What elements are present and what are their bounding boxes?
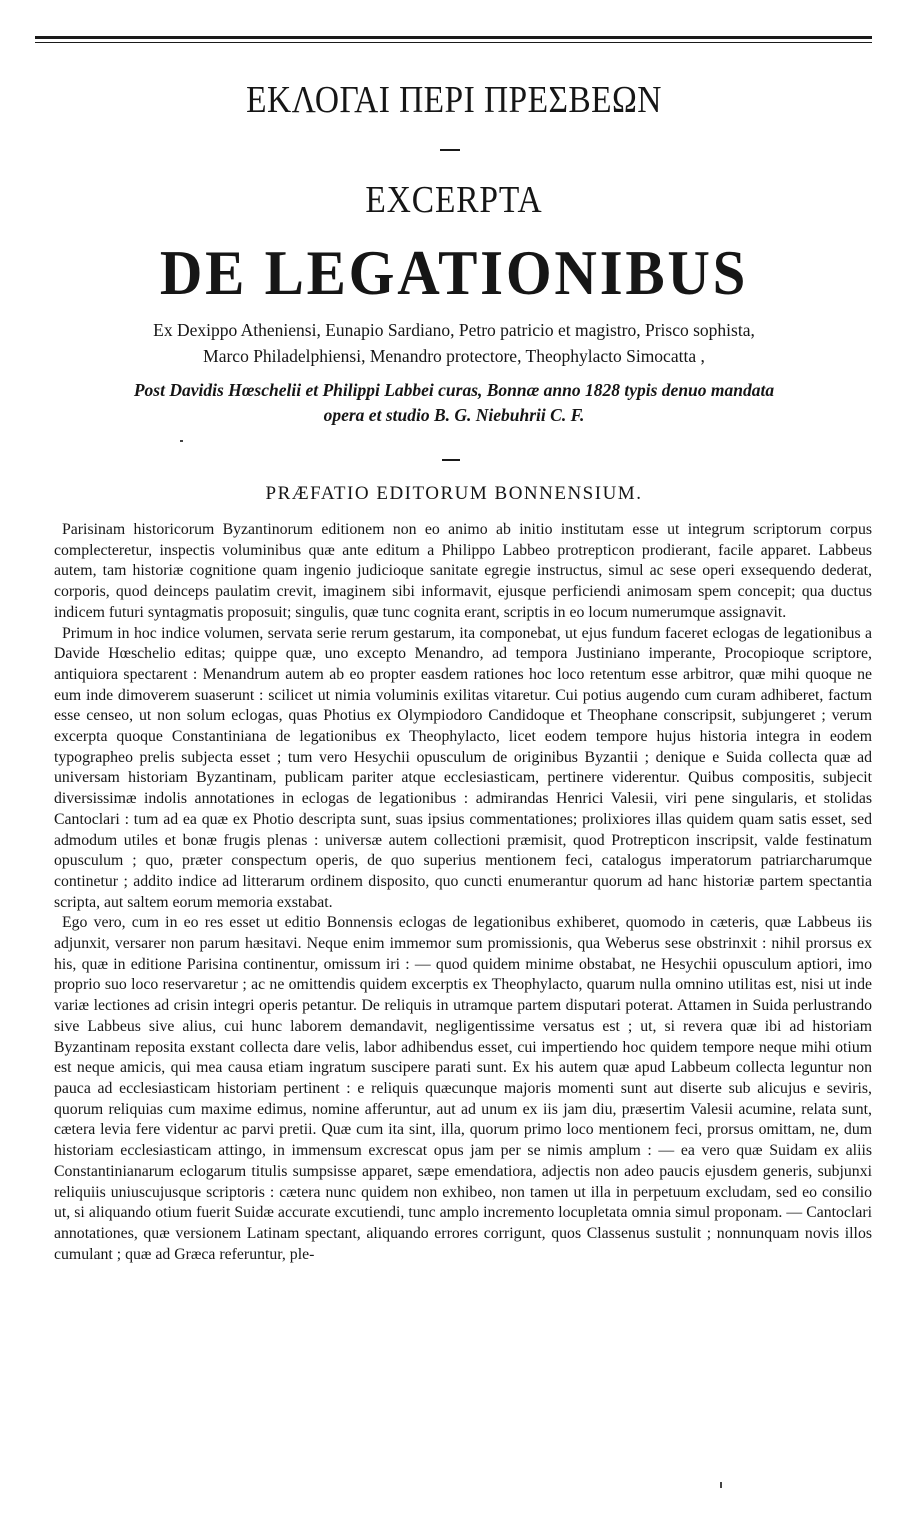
top-rule-thin [35, 42, 872, 43]
preface-paragraph: Parisinam historicorum Byzantinorum editionem non eo animo ab initio institutam esse ut integrum scriptorum corpus complecteretur, inspectis voluminibus quæ ante editum a Philippo Labbeo protrepticon prodierant, facile apparet. Labbeus autem, tam historiæ cognitione quam ingenio judicioque sanitate egregie instructus, simul ac sese operi exsequendo dederat, corporis, quod deinceps paulatim crevit, imaginem sibi informavit, ejusque perficiendi animosam spem concepit; qua ductus indicem futuri syntagmatis proposuit; singulis, quæ tunc cognita erant, scriptis in eo locum numerumque assignavit. [54, 521, 872, 621]
heading-separator [442, 459, 460, 461]
title-separator [440, 149, 460, 151]
preface-paragraph: Ego vero, cum in eo res esset ut editio Bonnensis eclogas de legationibus exhiberet, quomodo in cæteris, quæ Labbeus iis adjunxit, versarer non parum hæsitavi. Neque enim immemor sum promissionis, qua Weberus sese obstrinxit : nihil prorsus ex his, quæ in editione Parisina continentur, omissum iri : — quod quidem minime obstabat, ne Hesychii opusculum aptiori, imo proprio suo loco reservaretur ; ac ne omittendis quidem excerptis ex Theophylacto, quarum nulla omnino utilitas est, nisi ut inde variæ lectiones ad crisin integri operis petantur. De reliquis in utramque partem disputari poterat. Attamen in Suida perlustrando sive Labbeus sive alius, cui hunc laborem demandavit, negligentissime versatus est ; ut, si revera quæ ibi ad historiam Byzantinam reposita exstant collecta dare velis, labor adhibendus esset, cui impertiendo hoc quidem tempore neque mihi otium est neque amicis, qui mea causa etiam ingratum suscipere parati sunt. Ex his autem quæ apud Labbeum collecta leguntur non pauca ad ecclesiasticam historiam pertinent : e reliquis quæcunque majoris momenti sunt aut diserte sub alicujus e seviris, quorum reliquias cum maxime edimus, nomine afferuntur, aut ad unum ex iis jam diu, præsertim Valesii acumine, relata sunt, cætera levia fere videntur ac parvi pretii. Quæ cum ita sint, illa, quorum primo loco mentionem feci, prorsus omittam, ne, dum historiam ecclesiasticam attingo, in immensum excrescat opus jam per se nimis amplum : — ea vero quæ Suidam ex aliis Constantinianarum eclogarum titulis sumpsisse apparet, sæpe emendatiora, adjectis non adeo paucis ejusdem generis, subjunxi reliquiis uniuscujusque scriptoris : cætera nunc quidem non exhibeo, non tamen ut illa in perpetuum excludam, sed eo consilio ut, si aliquando otium fuerit Suidæ accurate excutiendi, tunc amplo incremento locupletata omnia simul proponam. — Cantoclari annotationes, quæ versionem Latinam spectant, aliquando errores corrigunt, quos Classenus sustulit ; nonnunquam novis illos cumulant ; quæ ad Græca referuntur, ple- [54, 914, 872, 1263]
title-excerpta: EXCERPTA [365, 179, 543, 221]
greek-title: ΕΚΛΟΓΑΙ ΠΕΡΙ ΠΡΕΣΒΕΩΝ [246, 79, 662, 121]
editors-line-2: opera et studio B. G. Niebuhrii C. F. [323, 405, 585, 425]
scan-speck [720, 1482, 722, 1488]
preface-paragraph: Primum in hoc indice volumen, servata serie rerum gestarum, ita componebat, ut ejus fundum faceret eclogas de legationibus a Davide Hœschelio editas; quippe quæ, uno excepto Menandro, ad tempora Justiniano imperante, Procopioque scriptore, antiquiora spectarent : Menandrum autem ab eo propter easdem rationes hoc loco retentum esse arbitror, quæ mihi quoque ne eum inde dimoverem suaserunt : scilicet ut nimia voluminis exilitas vitaretur. Cui potius augendo cum curam adhiberet, factum esse censeo, ut non solum eclogas, quas Photius ex Olympiodoro Candidoque et Theophane conscripsit, subjungeret ; verum excerpta quoque Constantiniana de legationibus ex Theophylacto, licet eodem tempore hujus historia integra in eodem typographeo prelis subjecta esset ; tum vero Hesychii opusculum de originibus Byzantii ; denique e Suida collecta quæ ad universam historiam Byzantinam, publicam pariter atque ecclesiasticam, pertinere viderentur. Quibus compositis, subjecit diversissimæ indolis annotationes in eclogas de legationibus : admirandas Henrici Valesii, viri pene singularis, et stolidas Cantoclari : tum ad ea quæ ex Photio descripta sunt, suas ipsius commentationes; prolixiores illas quidem quam satis esset, sed admodum utiles et bonæ frugis plenas : universæ autem collectioni præmisit, quod Protrepticon inscripsit, valde festinatum opusculum ; quo, præter conspectum operis, de quo superius mentionem feci, catalogus imperatorum patriarcharumque continetur ; addito indice ad litterarum ordinem disposito, quo cuncti enumerantur quorum ad hanc historiæ partem spectantia scripta, aut saltem eorum memoria exstabat. [54, 624, 872, 911]
preface-heading: PRÆFATIO EDITORUM BONNENSIUM. [265, 483, 643, 504]
top-rule-thick [35, 36, 872, 39]
authors-line-1: Ex Dexippo Atheniensi, Eunapio Sardiano, Petro patricio et magistro, Prisco sophista, [153, 320, 755, 340]
authors-line-2: Marco Philadelphiensi, Menandro protectore, Theophylacto Simocatta , [203, 346, 705, 366]
scan-speck [180, 440, 183, 442]
preface-body [54, 520, 872, 1265]
editors-line-1: Post Davidis Hœschelii et Philippi Labbei curas, Bonnæ anno 1828 typis denuo mandata [133, 380, 775, 400]
title-de-legationibus: DE LEGATIONIBUS [159, 237, 749, 308]
